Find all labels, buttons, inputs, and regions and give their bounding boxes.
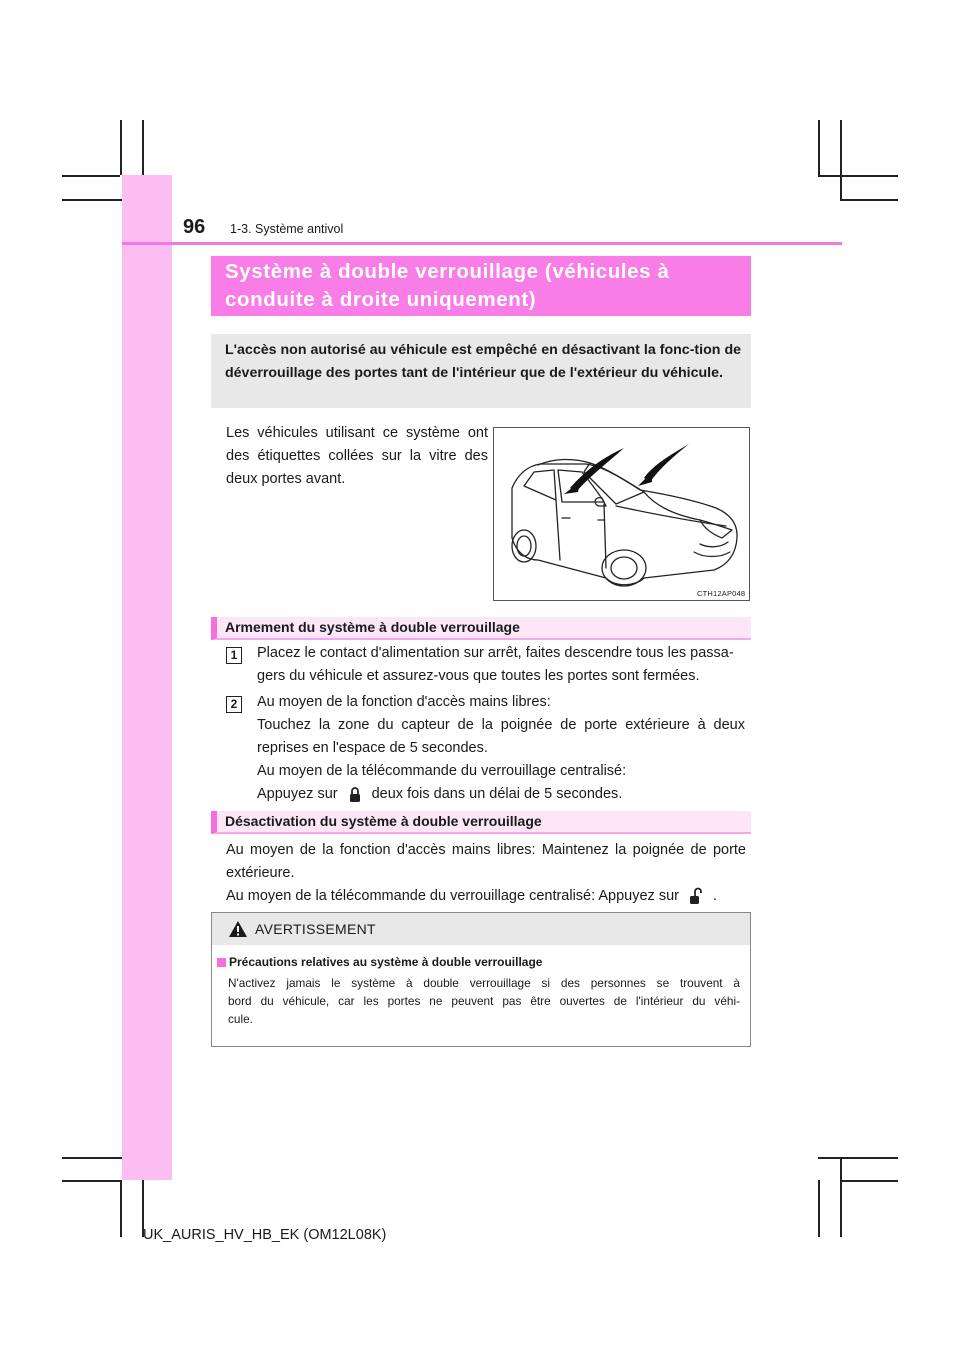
car-illustration <box>494 428 749 600</box>
labels-paragraph <box>226 422 488 491</box>
lock-icon <box>338 783 372 806</box>
intro-box: L'accès non autorisé au véhicule est empêché en désactivant la fonc-tion de déverrouillage des portes tant de l'intérieur que de l'extérieur du véhicule. <box>211 334 751 408</box>
footer-code: UK_AURIS_HV_HB_EK (OM12L08K) <box>143 1227 387 1243</box>
title-line-1: Système à double verrouillage (véhicules à <box>225 260 670 283</box>
crop-mark <box>840 1180 898 1182</box>
step-2-line-5a: Appuyez sur <box>257 786 338 802</box>
warning-line-3: cule. <box>228 1012 253 1026</box>
step-2-line-1: Au moyen de la fonction d'accès mains libres: <box>257 694 551 710</box>
crop-mark <box>818 175 898 177</box>
section-reference: 1-3. Système antivol <box>230 222 344 236</box>
step-1-line-1: Placez le contact d'alimentation sur arrêt, faites descendre tous les passa- <box>257 645 734 661</box>
warning-icon <box>228 920 248 938</box>
page-title <box>211 256 751 316</box>
warning-title: AVERTISSEMENT <box>255 921 376 937</box>
bullet-square-icon <box>217 958 226 967</box>
labels-line-2: des étiquettes collées sur la vitre des <box>226 448 488 464</box>
labels-line-1: Les véhicules utilisant ce système ont <box>226 425 488 441</box>
step-2-line-2: Touchez la zone du capteur de la poignée de porte extérieure à deux <box>257 717 745 733</box>
warning-line-2: bord du véhicule, car les portes ne peuvent pas être ouvertes de l'intérieur du véhi- <box>228 994 740 1008</box>
crop-mark <box>62 175 120 177</box>
deactivation-line-3a: Au moyen de la télécommande du verrouillage centralisé: Appuyez sur <box>226 888 679 904</box>
crop-mark <box>818 120 820 175</box>
deactivation-line-2: extérieure. <box>226 865 295 881</box>
crop-mark <box>120 1180 122 1237</box>
deactivation-line-3b: . <box>712 888 718 904</box>
crop-mark <box>840 1157 842 1237</box>
crop-mark <box>120 120 122 175</box>
warning-item-heading: Précautions relatives au système à double verrouillage <box>229 955 543 969</box>
crop-mark <box>62 1180 120 1182</box>
step-1-line-2: gers du véhicule et assurez-vous que toutes les portes sont fermées. <box>257 668 700 684</box>
step-2-line-5b: deux fois dans un délai de 5 secondes. <box>371 786 623 802</box>
side-band <box>122 175 172 1180</box>
deactivation-text <box>226 839 746 908</box>
header-rule <box>122 242 842 245</box>
step-2-text <box>257 691 745 806</box>
title-line-2: conduite à droite uniquement) <box>225 288 537 311</box>
warning-line-1: N'activez jamais le système à double verrouillage si des personnes se trouvent à <box>228 976 740 990</box>
step-2-line-4: Au moyen de la télécommande du verrouillage centralisé: <box>257 763 627 779</box>
step-2-badge: 2 <box>226 696 242 713</box>
step-2-line-3: reprises en l'espace de 5 secondes. <box>257 740 488 756</box>
crop-mark <box>818 1180 820 1237</box>
crop-mark <box>840 199 898 201</box>
crop-mark <box>818 1157 898 1159</box>
car-figure <box>493 427 750 601</box>
step-2-line-5 <box>257 783 745 806</box>
unlock-icon <box>679 885 713 908</box>
step-1-text <box>257 642 745 688</box>
warning-header <box>212 913 750 945</box>
warning-item-text <box>228 974 740 1028</box>
deactivation-line-1: Au moyen de la fonction d'accès mains libres: Maintenez la poignée de porte <box>226 842 746 858</box>
deactivation-heading: Désactivation du système à double verrouillage <box>211 811 751 834</box>
crop-mark <box>840 120 842 200</box>
arming-heading: Armement du système à double verrouillage <box>211 617 751 640</box>
warning-box <box>211 912 751 1047</box>
deactivation-line-3 <box>226 885 746 908</box>
page-number: 96 <box>183 216 206 238</box>
figure-code: CTH12AP048 <box>697 589 746 598</box>
step-1-badge: 1 <box>226 647 242 664</box>
labels-line-3: deux portes avant. <box>226 471 346 487</box>
